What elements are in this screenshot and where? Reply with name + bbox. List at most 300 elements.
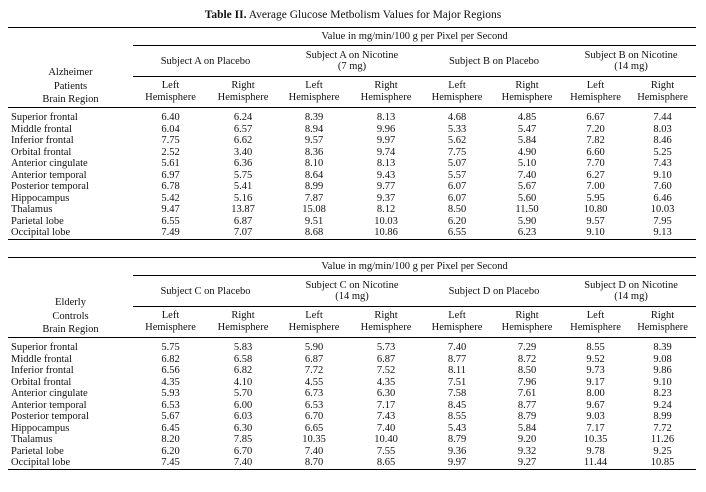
value-cell: 8.99 xyxy=(653,411,672,423)
value-cell: 6.04 xyxy=(161,123,180,135)
value-cell: 7.75 xyxy=(447,146,467,158)
text-line: Right xyxy=(650,309,675,321)
value-cell: 4.68 xyxy=(447,112,467,124)
value-cell: 11.50 xyxy=(515,204,539,216)
text-line: Right xyxy=(515,309,539,321)
text-line: Subject D on Placebo xyxy=(448,285,540,297)
value-cell: 6.87 xyxy=(304,353,324,365)
text-line: Subject A on Placebo xyxy=(160,55,251,67)
value-cell: 5.93 xyxy=(161,388,180,400)
value-cell: 5.25 xyxy=(653,146,672,158)
text-line: Hemisphere xyxy=(431,92,483,104)
text-line: Hemisphere xyxy=(145,92,196,104)
value-cell: 6.07 xyxy=(447,181,467,193)
text-line: Hemisphere xyxy=(288,92,340,104)
table-row xyxy=(8,124,696,136)
left-hemisphere-header xyxy=(562,307,629,338)
value-cell: 6.62 xyxy=(233,135,253,147)
table-row xyxy=(8,457,696,469)
value-cell: 8.03 xyxy=(653,123,672,135)
value-cell: 8.64 xyxy=(304,169,324,181)
value-cell: 6.87 xyxy=(376,353,396,365)
left-hemisphere-header xyxy=(562,77,629,108)
table-row xyxy=(8,434,696,446)
value-cell: 5.43 xyxy=(447,422,467,434)
value-cell: 9.10 xyxy=(562,227,629,239)
value-cell: 7.87 xyxy=(304,192,324,204)
region-label: Orbital frontal xyxy=(11,376,72,388)
value-cell: 7.75 xyxy=(161,135,180,147)
row-label-header xyxy=(8,258,133,338)
value-cell: 9.36 xyxy=(447,445,467,457)
value-cell: 8.77 xyxy=(517,399,537,411)
value-cell: 6.58 xyxy=(233,353,253,365)
value-cell: 6.36 xyxy=(233,158,253,170)
value-cell: 9.74 xyxy=(376,146,396,158)
value-cell: 6.97 xyxy=(161,169,180,181)
right-hemisphere-header xyxy=(492,307,562,338)
value-cell: 7.17 xyxy=(586,422,605,434)
text-line: Left xyxy=(305,309,323,321)
unit-header: Value in mg/min/100 g per Pixel per Second xyxy=(133,28,696,46)
table-row xyxy=(8,227,696,239)
table-row xyxy=(8,365,696,377)
text-line: Hemisphere xyxy=(431,322,483,334)
value-cell: 4.10 xyxy=(233,376,253,388)
value-cell: 7.20 xyxy=(586,123,605,135)
text-line: Right xyxy=(374,309,398,321)
table-row xyxy=(8,377,696,389)
value-cell: 5.41 xyxy=(233,181,253,193)
left-hemisphere-header xyxy=(133,307,208,338)
value-cell: 7.29 xyxy=(517,342,537,354)
value-cell: 6.82 xyxy=(233,365,253,377)
table-row xyxy=(8,354,696,366)
value-cell: 9.24 xyxy=(653,399,672,411)
value-cell: 6.56 xyxy=(161,365,180,377)
value-cell: 6.87 xyxy=(233,215,253,227)
value-cell: 6.55 xyxy=(422,227,492,239)
value-cell: 8.20 xyxy=(161,434,180,446)
value-cell: 7.51 xyxy=(447,376,467,388)
value-cell: 8.99 xyxy=(304,181,324,193)
value-cell: 7.40 xyxy=(208,457,278,469)
table-row xyxy=(8,388,696,400)
value-cell: 6.30 xyxy=(233,422,253,434)
value-cell: 4.85 xyxy=(517,112,537,124)
table-row xyxy=(8,135,696,147)
value-cell: 5.60 xyxy=(517,192,537,204)
table-row xyxy=(8,170,696,182)
value-cell: 10.80 xyxy=(583,204,608,216)
subject-header xyxy=(422,46,562,77)
region-label: Anterior temporal xyxy=(11,169,87,181)
text-line: Elderly xyxy=(55,297,86,309)
value-cell: 10.03 xyxy=(374,215,398,227)
subject-header xyxy=(133,276,278,307)
text-line: Left xyxy=(586,79,605,91)
value-cell: 9.67 xyxy=(586,399,605,411)
value-cell: 6.30 xyxy=(376,388,396,400)
value-cell: 6.24 xyxy=(233,112,253,124)
value-cell: 7.70 xyxy=(586,158,605,170)
value-cell: 7.17 xyxy=(376,399,396,411)
text-line: Subject B on Nicotine xyxy=(584,50,678,61)
left-hemisphere-header xyxy=(278,77,350,108)
value-cell: 4.35 xyxy=(161,376,180,388)
text-line: Subject B on Placebo xyxy=(448,55,540,67)
value-cell: 9.43 xyxy=(376,169,396,181)
region-label: Parietal lobe xyxy=(11,445,64,457)
value-cell: 15.08 xyxy=(302,204,326,216)
text-line: Patients xyxy=(53,80,88,92)
value-cell: 7.85 xyxy=(233,434,253,446)
value-cell: 6.53 xyxy=(304,399,324,411)
text-line: Right xyxy=(231,79,255,91)
region-label: Anterior cingulate xyxy=(11,158,88,170)
text-line: Right xyxy=(515,79,539,91)
text-line: (14 mg) xyxy=(335,291,369,303)
value-cell: 11.26 xyxy=(650,434,675,446)
value-cell: 7.72 xyxy=(304,365,324,377)
text-line: Left xyxy=(586,309,605,321)
value-cell: 8.68 xyxy=(278,227,350,239)
value-cell: 10.35 xyxy=(302,434,326,446)
value-cell: 7.44 xyxy=(653,112,672,124)
value-cell: 11.44 xyxy=(562,457,629,469)
region-label: Parietal lobe xyxy=(11,215,64,227)
value-cell: 8.39 xyxy=(304,112,324,124)
value-cell: 7.40 xyxy=(447,342,467,354)
value-cell: 3.40 xyxy=(233,146,253,158)
alzheimer-patients-table xyxy=(8,27,696,240)
region-label: Inferior frontal xyxy=(11,365,74,377)
value-cell: 9.77 xyxy=(376,181,396,193)
right-hemisphere-header xyxy=(492,77,562,108)
value-cell: 5.42 xyxy=(161,192,180,204)
region-label: Middle frontal xyxy=(11,123,72,135)
value-cell: 8.36 xyxy=(304,146,324,158)
value-cell: 5.61 xyxy=(161,158,180,170)
value-cell: 6.55 xyxy=(161,215,180,227)
value-cell: 5.67 xyxy=(161,411,180,423)
value-cell: 10.40 xyxy=(374,434,398,446)
table-row xyxy=(8,147,696,159)
right-hemisphere-header xyxy=(629,77,696,108)
subject-header xyxy=(278,276,422,307)
region-label: Anterior temporal xyxy=(11,399,87,411)
value-cell: 6.82 xyxy=(161,353,180,365)
region-label: Superior frontal xyxy=(11,342,78,354)
text-line: Hemisphere xyxy=(637,322,688,334)
text-line: Subject D on Nicotine xyxy=(584,280,678,291)
value-cell: 7.00 xyxy=(586,181,605,193)
value-cell: 6.00 xyxy=(233,399,253,411)
text-line: (7 mg) xyxy=(337,61,367,73)
value-cell: 7.40 xyxy=(376,422,396,434)
text-line: Hemisphere xyxy=(145,322,196,334)
value-cell: 13.87 xyxy=(231,204,255,216)
right-hemisphere-header xyxy=(350,77,422,108)
value-cell: 8.39 xyxy=(653,342,672,354)
value-cell: 4.90 xyxy=(517,146,537,158)
value-cell: 6.60 xyxy=(586,146,605,158)
value-cell: 8.23 xyxy=(653,388,672,400)
value-cell: 10.35 xyxy=(583,434,608,446)
value-cell: 8.46 xyxy=(653,135,672,147)
value-cell: 8.45 xyxy=(447,399,467,411)
value-cell: 8.65 xyxy=(350,457,422,469)
table-row xyxy=(8,400,696,412)
value-cell: 8.50 xyxy=(447,204,467,216)
text-line: Controls xyxy=(52,310,89,322)
value-cell: 9.97 xyxy=(376,135,396,147)
value-cell: 8.12 xyxy=(376,204,396,216)
text-line: Subject A on Nicotine xyxy=(305,50,399,61)
text-line: Hemisphere xyxy=(360,92,412,104)
table-row xyxy=(8,193,696,205)
region-label: Anterior cingulate xyxy=(11,388,88,400)
table-row xyxy=(8,446,696,458)
value-cell: 9.20 xyxy=(517,434,537,446)
region-label: Posterior temporal xyxy=(11,411,89,423)
text-line: Left xyxy=(161,79,180,91)
text-line: Brain Region xyxy=(42,94,99,106)
value-cell: 9.57 xyxy=(304,135,324,147)
value-cell: 6.20 xyxy=(161,445,180,457)
value-cell: 9.47 xyxy=(161,204,180,216)
value-cell: 7.45 xyxy=(133,457,208,469)
unit-header: Value in mg/min/100 g per Pixel per Second xyxy=(133,258,696,276)
text-line: Alzheimer xyxy=(48,67,93,79)
value-cell: 8.10 xyxy=(304,158,324,170)
value-cell: 7.40 xyxy=(304,445,324,457)
value-cell: 8.50 xyxy=(517,365,537,377)
text-line: Right xyxy=(374,79,398,91)
region-label: Hippocampus xyxy=(11,422,70,434)
value-cell: 9.57 xyxy=(586,215,605,227)
value-cell: 8.77 xyxy=(447,353,467,365)
value-cell: 6.78 xyxy=(161,181,180,193)
value-cell: 9.27 xyxy=(492,457,562,469)
text-line: Hemisphere xyxy=(570,92,621,104)
value-cell: 7.95 xyxy=(653,215,672,227)
value-cell: 8.11 xyxy=(448,365,466,377)
value-cell: 7.40 xyxy=(517,169,537,181)
value-cell: 8.79 xyxy=(447,434,467,446)
value-cell: 5.73 xyxy=(376,342,396,354)
value-cell: 9.10 xyxy=(653,376,672,388)
value-cell: 8.79 xyxy=(517,411,537,423)
value-cell: 6.70 xyxy=(304,411,324,423)
value-cell: 5.75 xyxy=(161,342,180,354)
value-cell: 5.16 xyxy=(233,192,253,204)
value-cell: 10.03 xyxy=(650,204,675,216)
right-hemisphere-header xyxy=(208,307,278,338)
text-line: Right xyxy=(231,309,255,321)
right-hemisphere-header xyxy=(208,77,278,108)
value-cell: 2.52 xyxy=(161,146,180,158)
table-row xyxy=(8,342,696,354)
value-cell: 9.32 xyxy=(517,445,537,457)
region-label: Occipital lobe xyxy=(8,457,133,469)
value-cell: 7.58 xyxy=(447,388,467,400)
text-line: (14 mg) xyxy=(614,61,648,73)
text-line: Subject C on Placebo xyxy=(160,285,251,297)
value-cell: 8.94 xyxy=(304,123,324,135)
value-cell: 6.70 xyxy=(233,445,253,457)
region-label: Thalamus xyxy=(11,434,53,446)
value-cell: 5.83 xyxy=(233,342,253,354)
value-cell: 7.55 xyxy=(376,445,396,457)
value-cell: 7.61 xyxy=(517,388,537,400)
table-row xyxy=(8,423,696,435)
value-cell: 5.84 xyxy=(517,422,537,434)
value-cell: 9.78 xyxy=(586,445,605,457)
left-hemisphere-header xyxy=(133,77,208,108)
text-line: Hemisphere xyxy=(217,322,269,334)
region-label: Posterior temporal xyxy=(11,181,89,193)
value-cell: 8.55 xyxy=(447,411,467,423)
value-cell: 5.70 xyxy=(233,388,253,400)
value-cell: 8.72 xyxy=(517,353,537,365)
value-cell: 4.35 xyxy=(376,376,396,388)
value-cell: 9.96 xyxy=(376,123,396,135)
value-cell: 6.65 xyxy=(304,422,324,434)
value-cell: 5.75 xyxy=(233,169,253,181)
value-cell: 6.07 xyxy=(447,192,467,204)
value-cell: 8.13 xyxy=(376,112,396,124)
text-line: Hemisphere xyxy=(288,322,340,334)
table-row xyxy=(8,411,696,423)
value-cell: 6.53 xyxy=(161,399,180,411)
value-cell: 7.82 xyxy=(586,135,605,147)
value-cell: 5.10 xyxy=(517,158,537,170)
region-label: Occipital lobe xyxy=(8,227,133,239)
row-label-header xyxy=(8,28,133,108)
text-line: Brain Region xyxy=(42,324,99,336)
value-cell: 9.52 xyxy=(586,353,605,365)
value-cell: 9.25 xyxy=(653,445,672,457)
value-cell: 8.55 xyxy=(586,342,605,354)
value-cell: 5.07 xyxy=(447,158,467,170)
subject-header xyxy=(562,46,696,77)
value-cell: 9.37 xyxy=(376,192,396,204)
value-cell: 6.40 xyxy=(161,112,180,124)
value-cell: 8.13 xyxy=(376,158,396,170)
region-label: Superior frontal xyxy=(11,112,78,124)
right-hemisphere-header xyxy=(350,307,422,338)
value-cell: 5.67 xyxy=(517,181,537,193)
subject-header xyxy=(133,46,278,77)
table-row xyxy=(8,204,696,216)
text-line: Right xyxy=(650,79,675,91)
region-label: Thalamus xyxy=(11,204,53,216)
region-label: Hippocampus xyxy=(11,192,70,204)
text-line: Hemisphere xyxy=(360,322,412,334)
region-label: Orbital frontal xyxy=(11,146,72,158)
value-cell: 7.52 xyxy=(376,365,396,377)
table-row xyxy=(8,216,696,228)
value-cell: 5.95 xyxy=(586,192,605,204)
value-cell: 5.47 xyxy=(517,123,537,135)
value-cell: 5.62 xyxy=(447,135,467,147)
text-line: Left xyxy=(305,79,323,91)
table-row xyxy=(8,158,696,170)
value-cell: 9.13 xyxy=(629,227,696,239)
caption-label: Table II. xyxy=(204,9,247,21)
subject-header xyxy=(278,46,422,77)
text-line: Hemisphere xyxy=(217,92,269,104)
text-line: Left xyxy=(448,79,466,91)
value-cell: 7.43 xyxy=(653,158,672,170)
value-cell: 5.84 xyxy=(517,135,537,147)
value-cell: 9.03 xyxy=(586,411,605,423)
value-cell: 4.55 xyxy=(304,376,324,388)
left-hemisphere-header xyxy=(278,307,350,338)
value-cell: 6.73 xyxy=(304,388,324,400)
unit-row xyxy=(8,28,696,46)
value-cell: 10.86 xyxy=(350,227,422,239)
left-hemisphere-header xyxy=(422,307,492,338)
caption-text: Average Glucose Metbolism Values for Major Regions xyxy=(248,9,502,21)
value-cell: 9.17 xyxy=(586,376,605,388)
value-cell: 7.72 xyxy=(653,422,672,434)
value-cell: 8.00 xyxy=(586,388,605,400)
subject-header xyxy=(562,276,696,307)
value-cell: 9.97 xyxy=(422,457,492,469)
value-cell: 6.20 xyxy=(447,215,467,227)
value-cell: 10.85 xyxy=(629,457,696,469)
table-caption xyxy=(0,9,706,21)
left-hemisphere-header xyxy=(422,77,492,108)
value-cell: 6.23 xyxy=(492,227,562,239)
value-cell: 7.07 xyxy=(208,227,278,239)
text-line: Hemisphere xyxy=(570,322,621,334)
table-row xyxy=(8,112,696,124)
value-cell: 5.90 xyxy=(304,342,324,354)
value-cell: 6.03 xyxy=(233,411,253,423)
right-hemisphere-header xyxy=(629,307,696,338)
value-cell: 6.67 xyxy=(586,112,605,124)
value-cell: 8.70 xyxy=(278,457,350,469)
value-cell: 7.49 xyxy=(133,227,208,239)
value-cell: 6.45 xyxy=(161,422,180,434)
text-line: Hemisphere xyxy=(501,322,553,334)
value-cell: 6.27 xyxy=(586,169,605,181)
value-cell: 9.86 xyxy=(653,365,672,377)
text-line: (14 mg) xyxy=(614,291,648,303)
value-cell: 9.51 xyxy=(304,215,324,227)
value-cell: 5.57 xyxy=(447,169,467,181)
value-cell: 5.90 xyxy=(517,215,537,227)
value-cell: 7.96 xyxy=(517,376,537,388)
elderly-controls-table xyxy=(8,257,696,470)
value-cell: 9.08 xyxy=(653,353,672,365)
text-line: Left xyxy=(161,309,180,321)
text-line: Hemisphere xyxy=(637,92,688,104)
value-cell: 9.10 xyxy=(653,169,672,181)
value-cell: 7.60 xyxy=(653,181,672,193)
value-cell: 5.33 xyxy=(447,123,467,135)
value-cell: 6.46 xyxy=(653,192,672,204)
unit-row xyxy=(8,258,696,276)
region-label: Inferior frontal xyxy=(11,135,74,147)
text-line: Subject C on Nicotine xyxy=(305,280,399,291)
text-line: Hemisphere xyxy=(501,92,553,104)
value-cell: 6.57 xyxy=(233,123,253,135)
table-row xyxy=(8,181,696,193)
